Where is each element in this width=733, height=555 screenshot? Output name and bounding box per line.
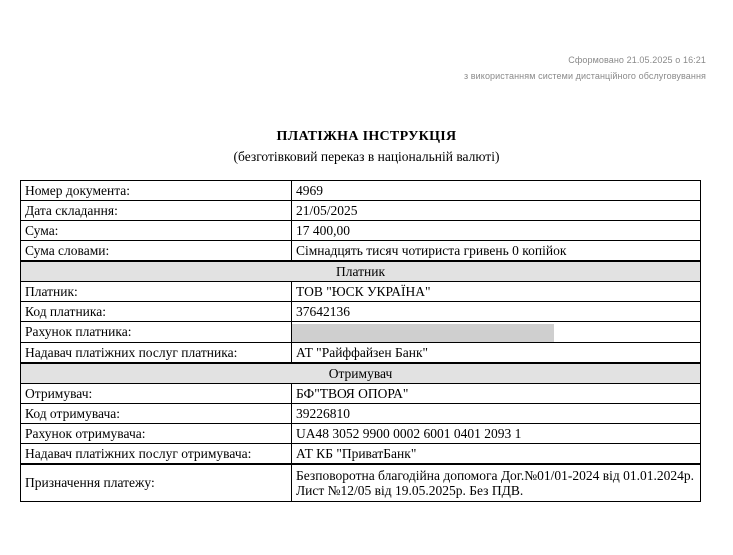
purpose-label: Призначення платежу:: [21, 464, 292, 502]
table-row: [21, 423, 701, 443]
payer-code-value: 37642136: [292, 302, 701, 322]
table-row: [21, 322, 701, 343]
date-label: Дата складання:: [21, 201, 292, 221]
generated-timestamp: Сформовано 21.05.2025 о 16:21: [568, 55, 706, 65]
payer-account-value: [292, 322, 701, 343]
recipient-account-value: UA48 3052 9900 0002 6001 0401 2093 1: [292, 423, 701, 443]
recipient-code-value: 39226810: [292, 403, 701, 423]
payer-section-header: [21, 261, 701, 282]
recipient-label: Отримувач:: [21, 383, 292, 403]
recipient-value: БФ"ТВОЯ ОПОРА": [292, 383, 701, 403]
purpose-value: Безповоротна благодійна допомога Дог.№01/01-2024 від 01.01.2024р. Лист №12/05 від 19.05.2025р. Без ПДВ.: [292, 464, 701, 502]
document-title: ПЛАТІЖНА ІНСТРУКЦІЯ: [276, 129, 457, 144]
recipient-account-label: Рахунок отримувача:: [21, 423, 292, 443]
table-row: [21, 302, 701, 322]
payer-value: ТОВ "ЮСК УКРАЇНА": [292, 282, 701, 302]
table-row: [21, 383, 701, 403]
doc-number-value: 4969: [292, 181, 701, 201]
payer-account-label: Рахунок платника:: [21, 322, 292, 343]
recipient-bank-label: Надавач платіжних послуг отримувача:: [21, 443, 292, 464]
amount-label: Сума:: [21, 221, 292, 241]
recipient-bank-value: АТ КБ "ПриватБанк": [292, 443, 701, 464]
table-row: [21, 342, 701, 363]
payer-bank-value: АТ "Райффайзен Банк": [292, 342, 701, 363]
payer-bank-label: Надавач платіжних послуг платника:: [21, 342, 292, 363]
document-subtitle: (безготівковий переказ в національній валюті): [233, 149, 500, 164]
redaction-block: [292, 324, 554, 342]
payment-table: [20, 180, 701, 502]
date-value: 21/05/2025: [292, 201, 701, 221]
table-row: [21, 282, 701, 302]
purpose-row: [21, 464, 701, 502]
table-row: [21, 403, 701, 423]
payer-section-title: Платник: [21, 261, 701, 282]
system-note: з використанням системи дистанційного обслуговування: [463, 71, 706, 81]
amount-words-value: Сімнадцять тисяч чотириста гривень 0 копійок: [292, 241, 701, 262]
payer-code-label: Код платника:: [21, 302, 292, 322]
recipient-section-header: [21, 363, 701, 384]
table-row: [21, 221, 701, 241]
table-row: [21, 241, 701, 262]
table-row: [21, 181, 701, 201]
recipient-section-title: Отримувач: [21, 363, 701, 384]
table-row: [21, 443, 701, 464]
doc-number-label: Номер документа:: [21, 181, 292, 201]
payer-label: Платник:: [21, 282, 292, 302]
recipient-code-label: Код отримувача:: [21, 403, 292, 423]
amount-words-label: Сума словами:: [21, 241, 292, 262]
table-row: [21, 201, 701, 221]
amount-value: 17 400,00: [292, 221, 701, 241]
